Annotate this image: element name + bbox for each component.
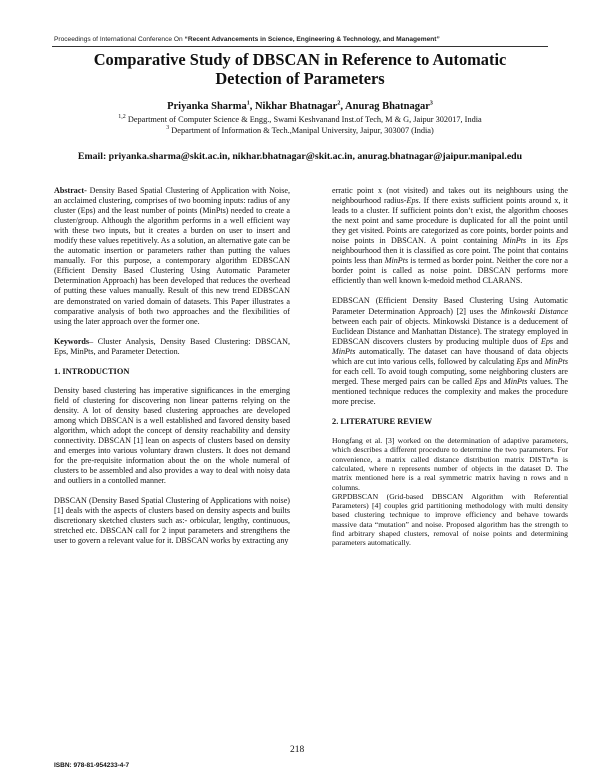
term-eps: Eps <box>555 236 568 246</box>
text-run: values. The mentioned technique reduces the complexity and makes the procedure more precise. <box>332 376 569 406</box>
term-minpts: MinPts <box>544 356 569 366</box>
text-run: and <box>528 356 545 366</box>
term-eps: Eps <box>406 196 419 206</box>
author-2: Nikhar Bhatnagar <box>254 101 338 112</box>
running-header-prefix: Proceedings of International Conference On <box>54 36 183 43</box>
author-list <box>50 101 550 112</box>
keywords-label: Keywords <box>54 336 90 346</box>
term-minkowski: Minkowski Distance <box>500 306 568 316</box>
affiliation-1-mark: 1,2 <box>118 114 126 121</box>
text-run: between each pair of objects. Minkowski Distance is a deducement of Euclidean Distance and Manhattan Distance). The strategy employed in EDBSCAN discovers clusters by producing multiple duos of <box>332 316 568 346</box>
section-heading-literature-review: 2. LITERATURE REVIEW <box>332 416 433 426</box>
intro-paragraph-1: Density based clustering has imperative significances in the emerging field of clustering for discovering non linear patterns relying on the density. A lot of density based clustering approaches are developed among which DBSCAN is a well established and favored density based algorithm, which adopt the concept of density reachability and density connectivity. DBSCAN [1] lean on aspects of clusters based on density and emerges into various voluntary drawn clusters. It does not demand for the pre-requisite information about the on the whole numeral of clusters to be assembled and also provides a way to deal with noisy data and outliers in a contolled manner. <box>54 385 290 486</box>
text-run: for each cell. To avoid tough computing, some neighboring clusters are merged. These merged pairs can be called <box>332 366 568 386</box>
dbscan-paragraph <box>332 186 568 286</box>
text-run: erratic point x (not visited) and takes out its neighbours using the neighbourhood radius- <box>332 186 568 206</box>
abstract-text: Density Based Spatial Clustering of Application with Noise, an acclaimed clustering, comprises of two booming inputs: radius of any cluster (Eps) and the least number of points (MinPts) needed to create a cluster/group. Although the algorithm performs in a well efficient way with these two inputs, but it creates a burden on user to insert and modify these values repetitively. As a solution, an alternative gate can be the automatic insertion or parameters rather than putting the values manually. For this purpose, a contemporary algorithm EDBSCAN (Efficient Density Based Clustering Using Automatic Parameter Determination Approach) has been developed that reduces the overhead of putting these values manually. Result of this new trend EDBSCAN are demonstrated on varied domain of datasets. This Paper illustrates a comparative analysis of both two approaches and the flexibilities of using the later approach over the former one. <box>54 186 290 326</box>
term-minpts: MinPts <box>384 256 409 266</box>
term-eps: Eps <box>516 356 529 366</box>
affiliation-1-text: Department of Computer Science & Engg., Swami Keshvanand Inst.of Tech, M & G, Jaipur 302017, India <box>125 115 482 124</box>
running-header <box>54 36 440 43</box>
term-eps: Eps <box>540 336 554 346</box>
text-run: and <box>486 376 504 386</box>
term-minpts: MinPts <box>332 346 356 356</box>
author-1-mark: 1 <box>246 100 250 107</box>
keywords <box>54 337 290 357</box>
paper-title <box>50 50 550 88</box>
text-run: is termed as border point. Neither the core nor a border point is called as noise point. DBSCAN performs more efficiently than well known k-medoid method CLARANS. <box>332 256 568 286</box>
term-minpts: MinPts <box>503 376 528 386</box>
author-2-mark: 2 <box>337 100 341 107</box>
author-3: Anurag Bhatnagar <box>345 101 430 112</box>
keywords-text: – Cluster Analysis, Density Based Clustering: DBSCAN, Eps, MinPts, and Parameter Detection. <box>54 336 290 356</box>
term-minpts: MinPts <box>502 236 527 246</box>
isbn: ISBN: 978-81-954233-4-7 <box>54 762 130 769</box>
intro-paragraph-2: DBSCAN (Density Based Spatial Clustering of Applications with noise) [1] deals with the aspects of clusters based on density aspects and builts discretionary sketched clusters such as:- orbicular, lengthy, continuous, stretched etc. DBSCAN call for 2 input parameters and strengthens the user to govern a relevant value for it. DBSCAN works by extracting any <box>54 496 290 546</box>
affiliation-1 <box>50 115 550 125</box>
title-line-2: Detection of Parameters <box>215 69 385 88</box>
running-header-conference: “Recent Advancements in Science, Engineering & Technology, and Management” <box>184 36 440 43</box>
affiliation-2 <box>50 126 550 136</box>
abstract-label: Abstract- <box>54 186 87 195</box>
page-number: 218 <box>290 745 305 755</box>
literature-paragraph-2: GRPDBSCAN (Grid-based DBSCAN Algorithm with Referential Parameters) [4] couples grid partitioning methodology with multi density based clustering technique to improve efficiency and behave towards massive data “mutation” and noise. Proposed algorithm has the strength to find arbitrary shaped clusters, removal of noise points and determining parameters automatically. <box>332 491 568 548</box>
author-sep-1: , <box>249 101 255 112</box>
text-run: EDBSCAN (Efficient Density Based Clustering Using Automatic Parameter Determination Approach) [2] uses the <box>332 296 568 316</box>
text-run: neighbourhood then it is classified as core point. The point that contains points less than <box>332 246 568 266</box>
right-column <box>332 186 568 548</box>
literature-paragraph-1: Hongfang et al. [3] worked on the determination of adaptive parameters, which describes a different procedure to determine the two parameters. For convenience, a matrix called distance distribution matrix DISTn*n is calculated, where n represents number of objects in the dataset D. The matrix mentioned here is a real symmetric matrix having n rows and n columns. <box>332 436 568 492</box>
text-run: . If there exists sufficient points around x, it leads to a cluster. If sufficient points don’t exist, the algorithm chooses the next point and same procedure is duplicated for all the point until they get visited. Points are categorized as core points, border points and noise points in DBSCAN. A point containing <box>332 196 568 246</box>
section-heading-introduction: 1. INTRODUCTION <box>54 366 130 376</box>
author-sep-2: , <box>340 101 346 112</box>
text-run: and <box>553 336 568 346</box>
title-line-1: Comparative Study of DBSCAN in Reference to Automatic <box>93 50 507 69</box>
abstract <box>54 186 290 327</box>
author-3-mark: 3 <box>429 100 433 107</box>
author-1: Priyanka Sharma <box>167 101 247 112</box>
term-eps: Eps <box>474 376 487 386</box>
header-rule <box>52 46 548 47</box>
author-emails: Email: priyanka.sharma@skit.ac.in, nikhar.bhatnagar@skit.ac.in, anurag.bhatnagar@jaipur.manipal.edu <box>77 151 523 162</box>
edbscan-paragraph <box>332 296 568 407</box>
text-run: in its <box>526 236 556 246</box>
affiliation-2-text: Department of Information & Tech.,Manipal University, Jaipur, 303007 (India) <box>169 126 434 135</box>
affiliation-2-mark: 3 <box>166 125 170 132</box>
left-column <box>54 186 290 547</box>
text-run: automatically. The dataset can have thousand of data objects which are cut into various cells, followed by calculating <box>332 346 568 366</box>
